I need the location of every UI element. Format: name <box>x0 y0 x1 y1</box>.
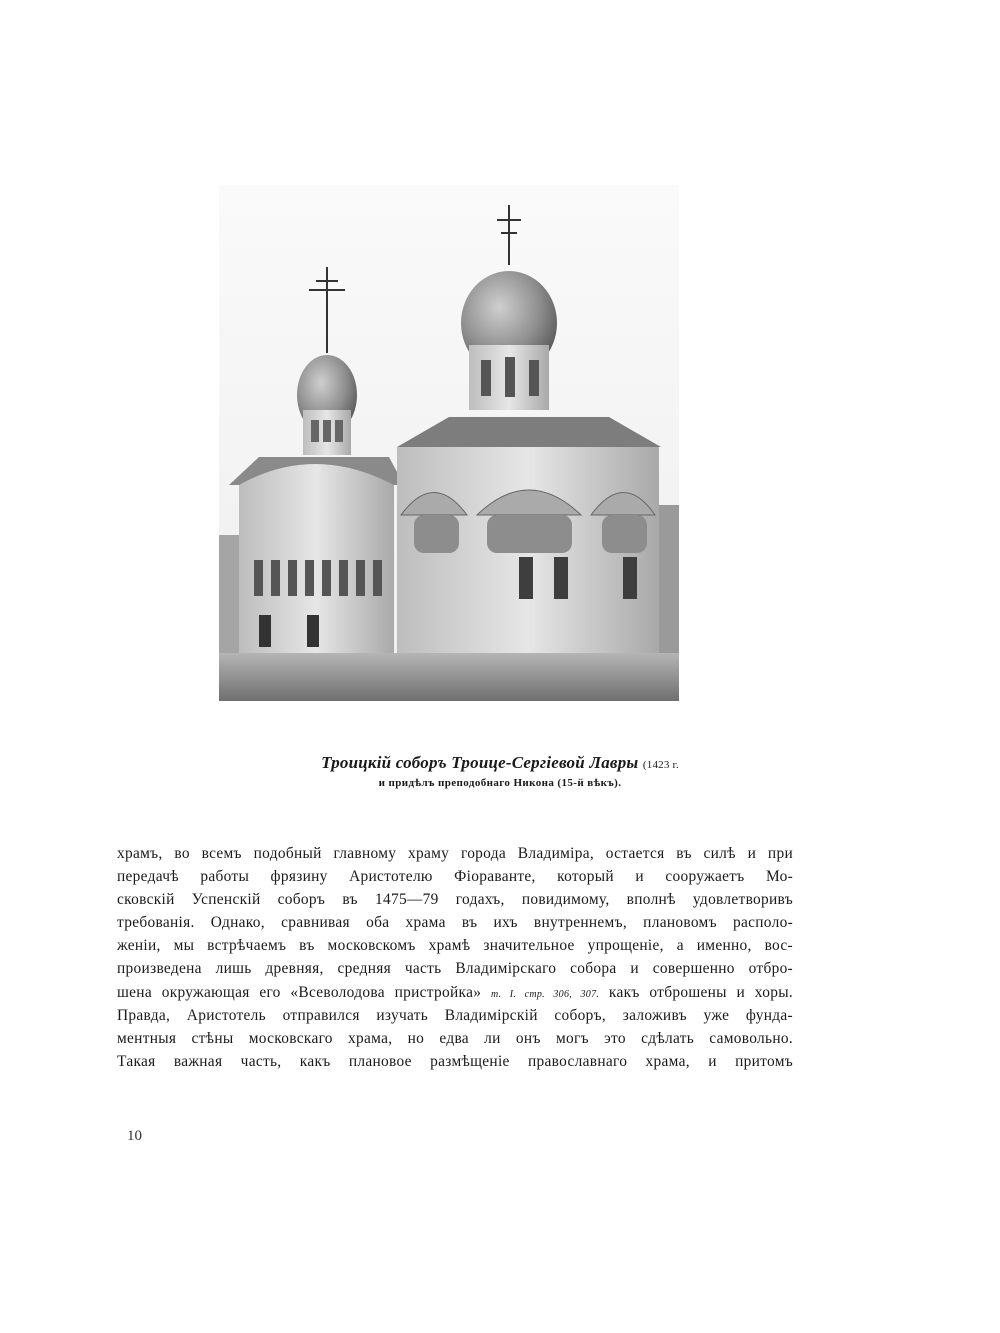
cathedral-photograph <box>219 185 679 701</box>
body-text <box>117 842 793 1073</box>
text-line: требованія. Однако, сравнивая оба храма въ ихъ внутреннемъ, плановомъ располо- <box>117 914 793 932</box>
caption-title: Троицкій соборъ Троице-Сергіевой Лавры <box>321 753 639 772</box>
figure-caption-subtitle: и придѣлъ преподобнаго Никона (15-й вѣкъ). <box>378 777 622 789</box>
text-segment: какъ отброшены и хоры. <box>608 983 793 1001</box>
text-line-with-citation <box>117 981 793 1004</box>
text-line: передачѣ работы фрязину Аристотелю Фіораванте, который и сооружаетъ Мо- <box>117 868 793 886</box>
text-line: ментныя стѣны московскаго храма, но едва ли онъ могъ это сдѣлать самовольно. <box>117 1029 793 1047</box>
text-segment: шена окружающая его «Всеволодова пристройка» <box>117 983 482 1001</box>
caption-date: (1423 г. <box>642 759 679 771</box>
text-line: храмъ, во всемъ подобный главному храму города Владиміра, остается въ силѣ и при <box>117 845 793 862</box>
figure-caption <box>150 753 850 773</box>
text-line: сковскій Успенскій соборъ въ 1475—79 годахъ, повидимому, вполнѣ удовлетворивъ <box>117 891 793 909</box>
text-line: произведена лишь древняя, средняя часть Владимірскаго собора и совершенно отбро- <box>117 960 793 978</box>
text-line: Правда, Аристотель отправился изучать Владимірскій соборъ, заложивъ уже фунда- <box>117 1006 793 1024</box>
text-line: женіи, мы встрѣчаемъ въ московскомъ храмѣ значительное упрощеніе, а именно, вос- <box>117 937 793 955</box>
citation: т. I. стр. 306, 307. <box>490 988 600 1000</box>
text-line: Такая важная часть, какъ плановое размѣщеніе православнаго храма, и притомъ <box>117 1052 793 1070</box>
page-number: 10 <box>127 1128 142 1144</box>
